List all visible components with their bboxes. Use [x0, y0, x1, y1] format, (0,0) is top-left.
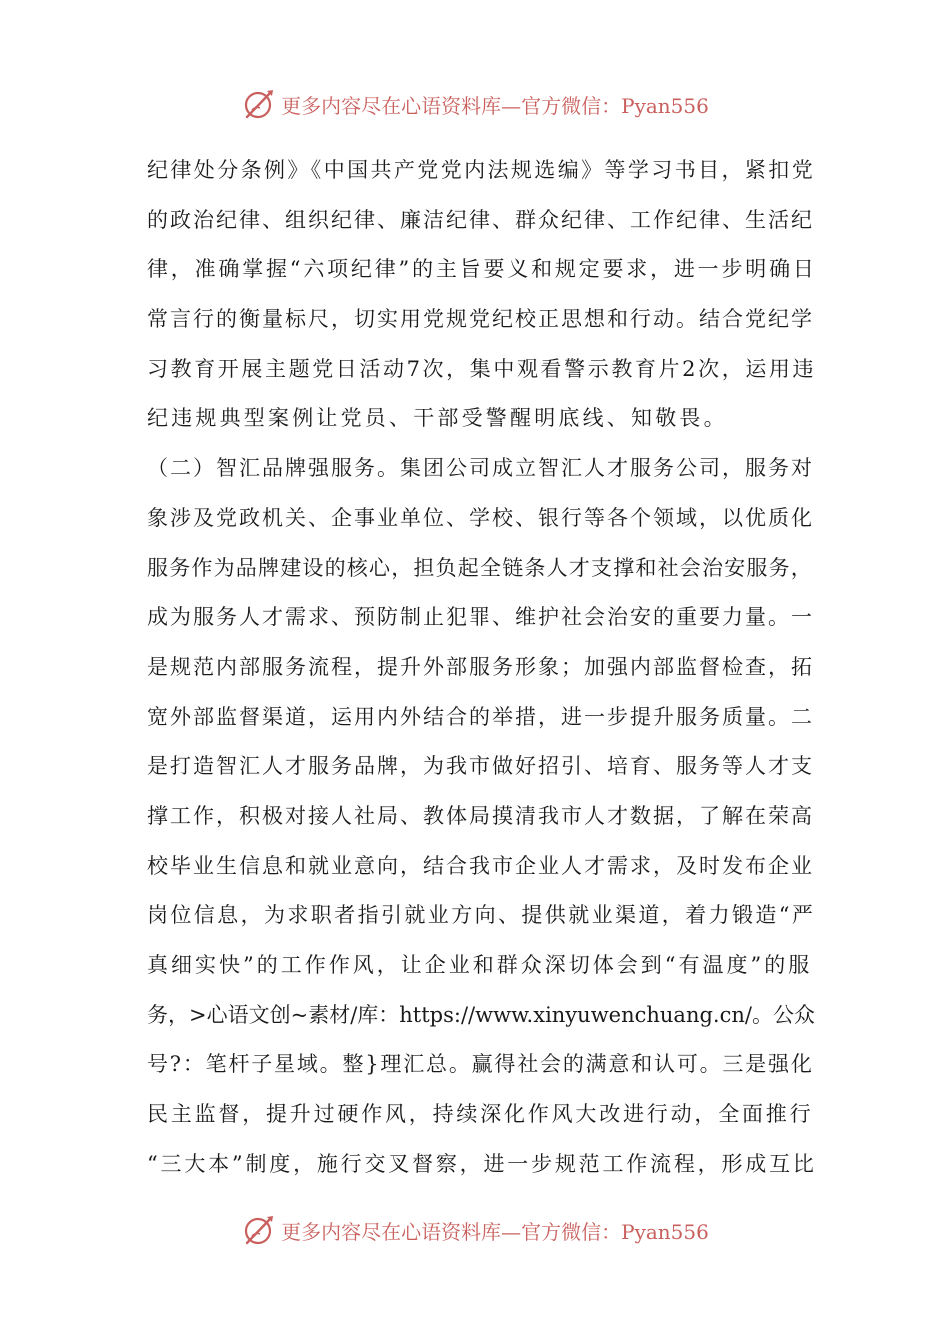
text-line: 成为服务人才需求、预防制止犯罪、维护社会治安的重要力量。一 [147, 605, 814, 630]
text-line: 常言行的衡量标尺，切实用党规党纪校正思想和行动。结合党纪学 [147, 307, 814, 332]
text-line: 宽外部监督渠道，运用内外结合的举措，进一步提升服务质量。二 [147, 704, 814, 729]
text-line: 撑工作，积极对接人社局、教体局摸清我市人才数据，了解在荣高 [147, 803, 814, 828]
document-body [147, 146, 817, 1189]
footer-banner [0, 1210, 950, 1250]
footer-banner-text: 更多内容尽在心语资料库—官方微信：Pyan556 [281, 1219, 709, 1244]
text-line: 纪律处分条例》《中国共产党党内法规选编》等学习书目，紧扣党 [147, 158, 816, 182]
text-line: 号?：笔杆子星域。整}理汇总。赢得社会的满意和认可。三是强化 [147, 1052, 814, 1077]
text-line: 是打造智汇人才服务品牌，为我市做好招引、培育、服务等人才支 [147, 754, 814, 779]
text-line: 服务作为品牌建设的核心，担负起全链条人才支撑和社会治安服务， [147, 555, 813, 580]
text-line: 律，准确掌握“六项纪律”的主旨要义和规定要求，进一步明确日 [147, 257, 817, 282]
text-line: 象涉及党政机关、企事业单位、学校、银行等各个领域，以优质化 [147, 505, 814, 530]
text-line: 岗位信息，为求职者指引就业方向、提供就业渠道，着力锻造“严 [147, 903, 816, 928]
text-line: 习教育开展主题党日活动7次，集中观看警示教育片2次，运用违 [147, 356, 817, 381]
text-line: “三大本”制度，施行交叉督察，进一步规范工作流程，形成互比 [147, 1151, 817, 1176]
text-line: 纪违规典型案例让党员、干部受警醒明底线、知敬畏。 [147, 406, 728, 431]
text-line: 民主监督，提升过硬作风，持续深化作风大改进行动，全面推行 [147, 1102, 814, 1127]
text-line: 的政治纪律、组织纪律、廉洁纪律、群众纪律、工作纪律、生活纪 [147, 207, 814, 232]
pen-logo-icon [241, 1212, 277, 1248]
header-banner-text: 更多内容尽在心语资料库—官方微信：Pyan556 [281, 93, 709, 118]
text-line: 真细实快”的工作作风，让企业和群众深切体会到“有温度”的服 [147, 953, 813, 977]
text-line-url: 务，>心语文创~素材/库：https://www.xinyuwenchuang.cn/。公众 [147, 1002, 815, 1027]
header-banner [0, 84, 950, 124]
text-line: 是规范内部服务流程，提升外部服务形象；加强内部监督检查，拓 [147, 654, 814, 679]
text-line: 校毕业生信息和就业意向，结合我市企业人才需求，及时发布企业 [147, 853, 814, 878]
pen-logo-icon [241, 86, 277, 122]
text-line: （二）智汇品牌强服务。集团公司成立智汇人才服务公司，服务对 [147, 456, 814, 481]
